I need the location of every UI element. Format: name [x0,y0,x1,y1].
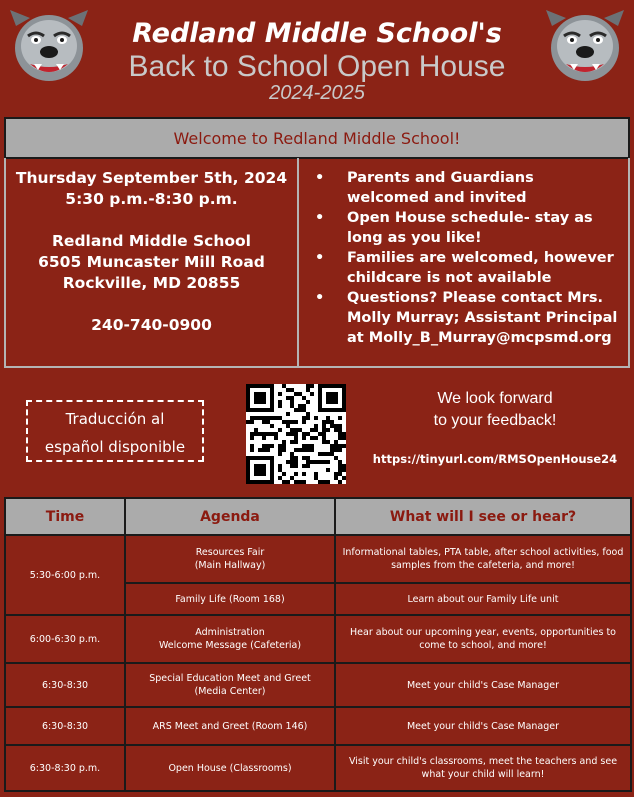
detail-cell: Meet your child's Case Manager [335,707,631,745]
agenda-line: Welcome Message (Cafeteria) [158,640,302,651]
note-item: • Families are welcomed, however childcare is not available [313,248,620,288]
school-year: 2024-2025 [269,82,365,104]
page-title: Redland Middle School's [132,18,502,49]
detail-cell: Visit your child's classrooms, meet the teachers and see what your child will learn! [335,745,631,791]
time-cell: 6:30-8:30 [5,707,125,745]
event-time: 5:30 p.m.-8:30 p.m. [65,190,238,208]
table-row [5,707,631,745]
note-item: • Questions? Please contact Mrs. Molly Murray; Assistant Principal at Molly_B_Murray@mcpsmd.org [313,288,620,348]
agenda-cell [125,663,335,707]
agenda-line: (Main Hallway) [194,560,266,571]
agenda-cell [125,583,335,615]
feedback-url-link[interactable]: https://tinyurl.com/RMSOpenHouse24 [372,452,618,466]
agenda-cell [125,535,335,583]
welcome-banner: Welcome to Redland Middle School! [4,117,630,159]
agenda-line: (Media Center) [194,686,266,697]
agenda-table [4,497,632,792]
time-cell: 6:00-6:30 p.m. [5,615,125,663]
table-header-row [5,498,631,535]
detail-cell: Learn about our Family Life unit [335,583,631,615]
agenda-cell [125,707,335,745]
detail-cell: Hear about our upcoming year, events, opportunities to come to school, and more! [335,615,631,663]
event-notes [299,158,628,366]
detail-cell: Informational tables, PTA table, after school activities, food samples from the cafeteria, and more! [335,535,631,583]
phone-number: 240-740-0900 [91,316,212,334]
header-agenda: Agenda [125,498,335,535]
header-what: What will I see or hear? [335,498,631,535]
location-name: Redland Middle School [52,232,251,250]
feedback-message [360,388,630,432]
event-date: Thursday September 5th, 2024 [15,169,288,187]
qr-code-icon[interactable] [246,384,346,484]
translation-line1: Traducción al [65,410,165,428]
table-row [5,615,631,663]
feedback-line1: We look forward [437,390,553,407]
time-cell: 6:30-8:30 p.m. [5,745,125,791]
table-row [5,745,631,791]
location-city: Rockville, MD 20855 [62,274,241,292]
event-info-panel [4,158,630,368]
feedback-line2: to your feedback! [433,412,557,429]
agenda-line: Special Education Meet and Greet [149,673,311,684]
page-subtitle: Back to School Open House [128,50,506,83]
agenda-cell [125,615,335,663]
note-item: • Open House schedule- stay as long as you like! [313,208,620,248]
note-item: • Parents and Guardians welcomed and invited [313,168,620,208]
table-row [5,663,631,707]
translation-notice [26,400,204,462]
translation-line2: español disponible [44,438,186,456]
time-cell: 6:30-8:30 [5,663,125,707]
agenda-line: Administration [195,627,265,638]
agenda-line: Open House (Classrooms) [168,762,292,774]
agenda-line: Resources Fair [195,547,265,558]
agenda-line: Family Life (Room 168) [175,593,285,605]
location-street: 6505 Muncaster Mill Road [38,253,265,271]
table-row [5,535,631,583]
agenda-cell [125,745,335,791]
event-details [6,158,299,366]
header-time: Time [5,498,125,535]
agenda-line: ARS Meet and Greet (Room 146) [152,720,308,732]
time-cell: 5:30-6:00 p.m. [5,535,125,615]
detail-cell: Meet your child's Case Manager [335,663,631,707]
